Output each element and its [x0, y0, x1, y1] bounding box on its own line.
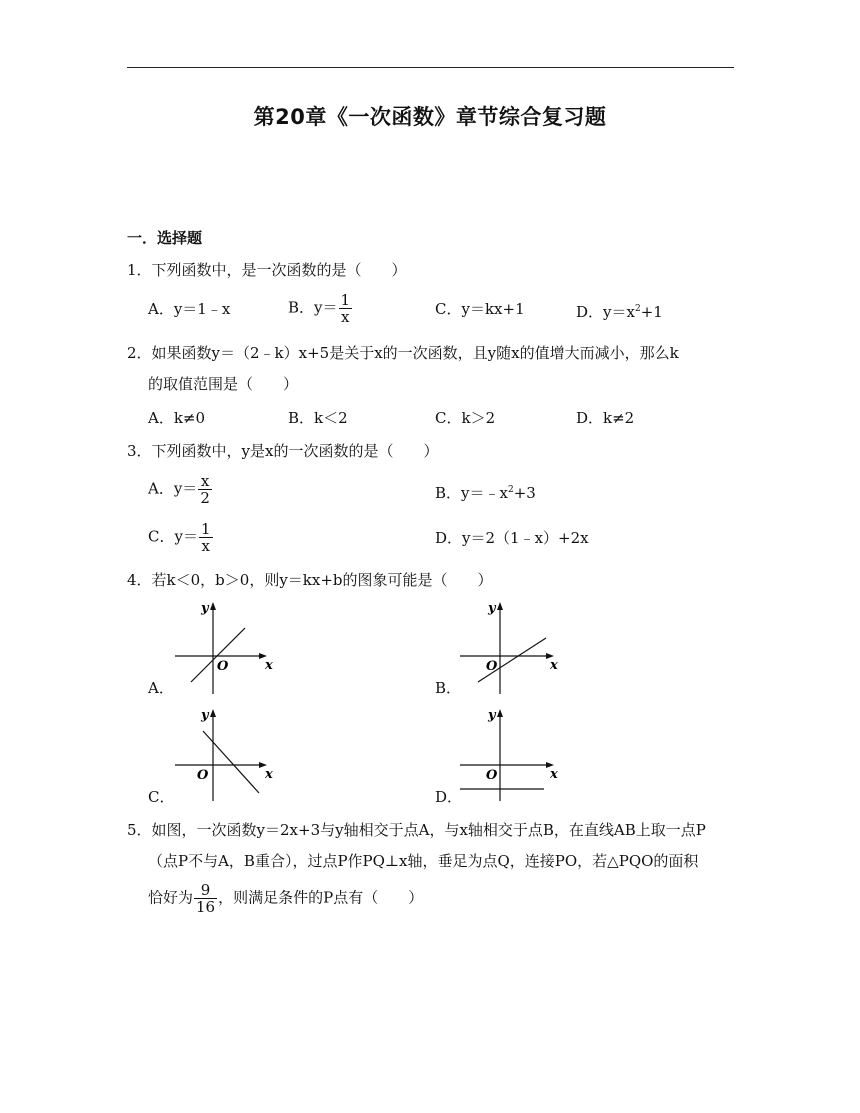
q3-c-denominator: x: [201, 537, 210, 555]
q1-option-b-prefix: B．y＝: [288, 298, 338, 317]
q3-stem: 3．下列函数中，y是x的一次函数的是（ ）: [127, 442, 439, 460]
q1-option-c: C．y＝kx+1: [435, 300, 525, 318]
q4-option-b-label: B．: [435, 679, 462, 697]
q4-option-a-label: A．: [148, 679, 174, 697]
graph-c-y-arrow: [210, 709, 216, 717]
graph-a-y-label: y: [201, 601, 209, 616]
q3-c-fraction: [199, 521, 213, 554]
q4-graph-c: [165, 703, 285, 803]
q5-line3-prefix: 恰好为: [148, 888, 194, 907]
q5-line1: 5．如图，一次函数y＝2x+3与y轴相交于点A，与x轴相交于点B，在直线AB上取一点P: [127, 821, 706, 839]
graph-d-x-label: x: [550, 767, 558, 782]
q1-d-exponent: 2: [634, 304, 641, 314]
graph-c-x-label: x: [265, 767, 273, 782]
graph-b-y-label: y: [488, 601, 496, 616]
q1-option-b: [288, 292, 353, 325]
section-heading: 一．选择题: [127, 229, 203, 247]
q2-option-b: B．k＜2: [288, 409, 348, 427]
q2-option-c: C．k＞2: [435, 409, 496, 427]
q3-a-fraction: [198, 473, 212, 506]
page-title: 第20章《一次函数》章节综合复习题: [253, 105, 607, 129]
graph-b-origin: O: [486, 659, 498, 674]
graph-d-origin: O: [486, 768, 498, 783]
graph-a-origin: O: [217, 659, 229, 674]
q3-a-denominator: 2: [200, 489, 210, 507]
q2-stem-line2: 的取值范围是（ ）: [148, 375, 299, 393]
graph-d-y-label: y: [488, 708, 496, 723]
q1-option-a: A．y＝1﹣x: [148, 300, 231, 318]
header-rule: [127, 67, 734, 68]
q4-option-c-label: C．: [148, 788, 175, 806]
q3-b-exponent: 2: [507, 485, 514, 495]
q1-d-prefix: D．y＝x: [576, 303, 635, 321]
q3-option-b: [435, 480, 536, 503]
q3-option-a: [148, 473, 213, 506]
q2-option-a: A．k≠0: [148, 409, 206, 427]
q5-line3-suffix: ，则满足条件的P点有（ ）: [218, 888, 424, 907]
q1-stem: 1．下列函数中，是一次函数的是（ ）: [127, 261, 407, 279]
q2-option-d: D．k≠2: [576, 409, 635, 427]
q5-denominator: 16: [196, 898, 216, 916]
graph-c-line: [203, 731, 259, 793]
graph-a-y-arrow: [210, 602, 216, 610]
q3-option-d: D．y＝2（1﹣x）+2x: [435, 529, 589, 547]
q3-option-c: [148, 521, 214, 554]
graph-d-y-arrow: [497, 709, 503, 717]
q1-b-denominator: x: [341, 308, 350, 326]
q4-graph-b: [452, 596, 572, 696]
q3-b-suffix: +3: [513, 484, 536, 502]
graph-c-origin: O: [197, 768, 209, 783]
graph-b-y-arrow: [497, 602, 503, 610]
q4-graph-a: [165, 596, 285, 696]
q4-graph-d: [452, 703, 572, 803]
q3-c-numerator: 1: [200, 520, 211, 538]
q3-b-prefix: B．y＝﹣x: [435, 484, 508, 502]
graph-c-y-label: y: [201, 708, 209, 723]
q5-line3: [148, 882, 423, 915]
q1-option-d: [576, 299, 663, 322]
q5-line2: （点P不与A，B重合），过点P作PQ⊥x轴，垂足为点Q，连接PO，若△PQO的面积: [148, 852, 699, 870]
q3-a-prefix: A．y＝: [148, 479, 198, 498]
q2-stem-line1: 2．如果函数y＝（2﹣k）x+5是关于x的一次函数，且y随x的值增大而减小，那么k: [127, 344, 679, 362]
q3-c-prefix: C．y＝: [148, 527, 198, 546]
q5-numerator: 9: [194, 882, 217, 899]
q4-option-d-label: D．: [435, 788, 463, 806]
q1-d-suffix: +1: [640, 303, 663, 321]
graph-a-x-label: x: [265, 658, 273, 673]
q4-stem: 4．若k＜0，b＞0，则y＝kx+b的图象可能是（ ）: [127, 571, 493, 589]
q3-a-numerator: x: [198, 473, 212, 490]
q1-b-numerator: 1: [340, 291, 351, 309]
q5-fraction: [194, 882, 217, 915]
graph-b-x-label: x: [550, 658, 558, 673]
q1-option-b-fraction: [339, 292, 353, 325]
